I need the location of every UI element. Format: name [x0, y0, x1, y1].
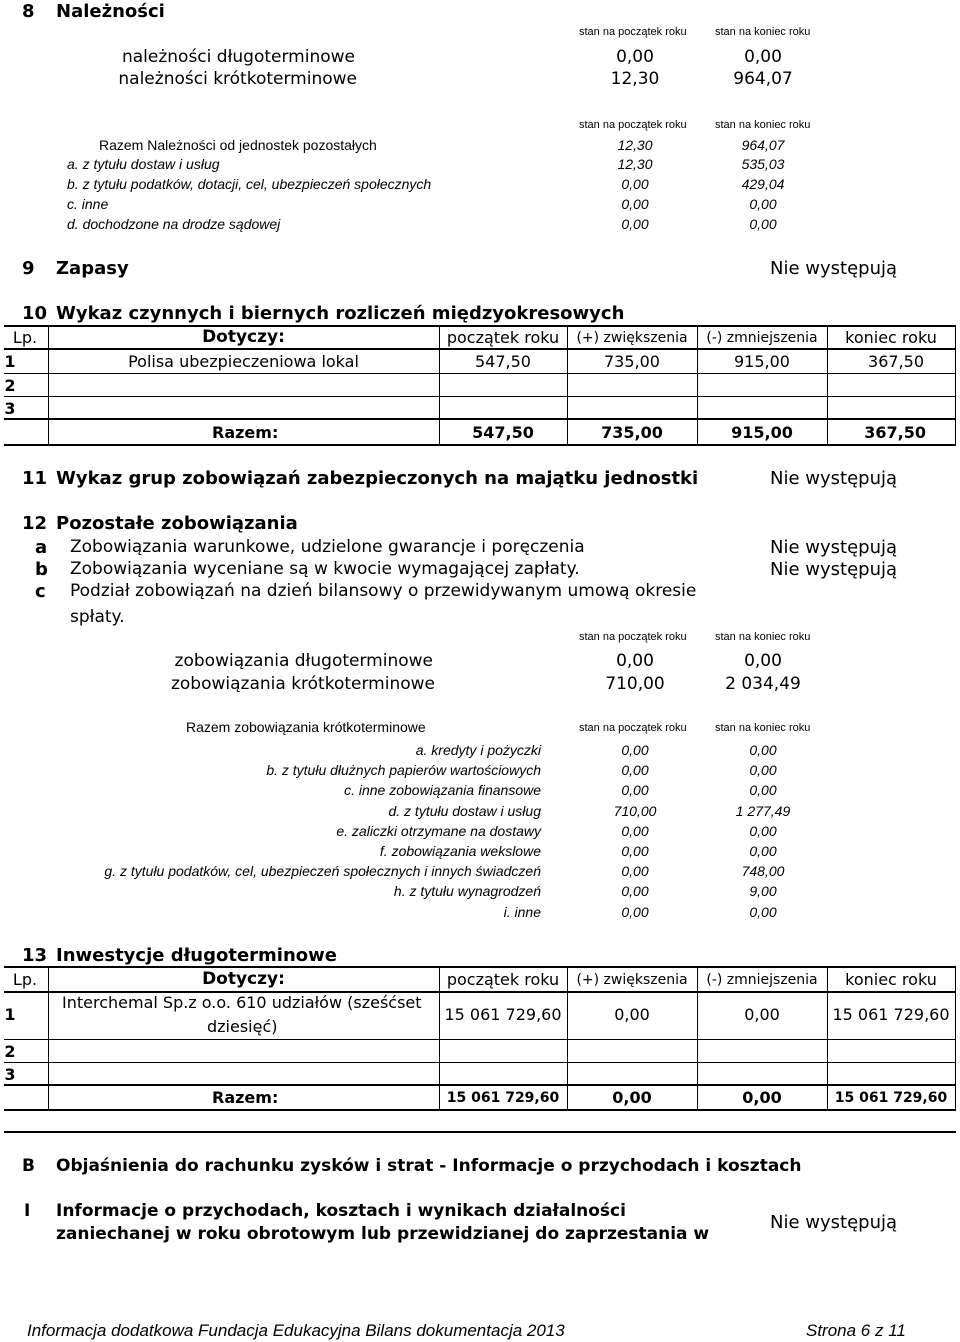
footer-document-title: Informacja dodatkowa Fundacja Edukacyjna Bilans dokumentacja 2013 — [27, 1321, 565, 1340]
inv-row-1-lp: 1 — [4, 1005, 16, 1024]
section-13-title: Inwestycje długoterminowe — [56, 945, 337, 966]
total-increase: 735,00 — [601, 423, 663, 442]
section-b-divider — [4, 1131, 956, 1133]
inv-total-start: 15 061 729,60 — [446, 1090, 560, 1106]
inv-row-1-end: 15 061 729,60 — [832, 1005, 950, 1024]
section-i-status: Nie występują — [770, 1212, 898, 1233]
item-c-text-line2: spłaty. — [70, 607, 125, 627]
inv-col-decrease-header: (-) zmniejszenia — [706, 972, 818, 988]
section-9-title: Zapasy — [56, 258, 129, 279]
col-lp-header: Lp. — [12, 328, 38, 347]
liabilities-detail-end: 0,00 — [749, 782, 777, 798]
row-1-increase: 735,00 — [604, 352, 660, 371]
liabilities-detail-start: 0,00 — [621, 782, 649, 798]
total-decrease: 915,00 — [731, 423, 793, 442]
receivables-longterm-start: 0,00 — [616, 47, 654, 67]
section-10-title: Wykaz czynnych i biernych rozliczeń międzyokresowych — [56, 303, 625, 324]
liabilities-detail-end: 0,00 — [749, 742, 777, 758]
receivables-detail-d-start: 0,00 — [621, 216, 649, 232]
receivables-detail-total-label: Razem Należności od jednostek pozostałych — [99, 137, 377, 153]
section-i-letter: I — [24, 1201, 31, 1221]
liabilities-detail-end: 9,00 — [749, 883, 777, 899]
row-3-lp: 3 — [4, 399, 16, 418]
section-12-number: 12 — [22, 513, 48, 534]
receivables-longterm-end: 0,00 — [744, 47, 782, 67]
row-1-decrease: 915,00 — [734, 352, 790, 371]
inv-row-1-start: 15 061 729,60 — [444, 1005, 562, 1024]
receivables-detail-b-end: 429,04 — [741, 176, 785, 192]
liabilities-detail-label: h. z tytułu wynagrodzeń — [393, 883, 541, 899]
inv-row-2-lp: 2 — [4, 1042, 16, 1061]
column-header-start-2: stan na początek roku — [579, 119, 687, 131]
inv-row-3-lp: 3 — [4, 1065, 16, 1084]
item-b-letter: b — [35, 559, 48, 580]
section-11-number: 11 — [22, 468, 48, 489]
item-a-text: Zobowiązania warunkowe, udzielone gwarancje i poręczenia — [70, 537, 585, 557]
inv-col-lp-header: Lp. — [12, 970, 38, 989]
col-increase-header: (+) zwiększenia — [576, 330, 688, 346]
col-dotyczy-header: Dotyczy: — [202, 327, 285, 347]
col-decrease-header: (-) zmniejszenia — [706, 330, 818, 346]
liabilities-detail-label: b. z tytułu dłużnych papierów wartościowych — [266, 762, 541, 778]
section-b-letter: B — [22, 1156, 35, 1176]
inv-row-1-what-line2: dziesięć) — [207, 1017, 278, 1036]
column-header-end-3: stan na koniec roku — [715, 631, 811, 643]
liabilities-shortterm-label: zobowiązania krótkoterminowe — [170, 674, 435, 694]
liabilities-detail-label: c. inne zobowiązania finansowe — [344, 782, 541, 798]
liabilities-detail-start: 710,00 — [613, 803, 657, 819]
item-c-letter: c — [35, 581, 46, 602]
receivables-longterm-label: należności długoterminowe — [121, 47, 355, 67]
inv-total-label: Razem: — [212, 1088, 279, 1107]
inv-total-increase: 0,00 — [612, 1088, 652, 1107]
liabilities-detail-label: i. inne — [503, 904, 541, 920]
receivables-shortterm-label: należności krótkoterminowe — [118, 69, 357, 89]
column-header-start-3: stan na początek roku — [579, 631, 687, 643]
inv-col-dotyczy-header: Dotyczy: — [202, 969, 285, 989]
liabilities-shortterm-start: 710,00 — [605, 674, 665, 694]
receivables-detail-a-end: 535,03 — [741, 156, 785, 172]
liabilities-longterm-end: 0,00 — [744, 651, 782, 671]
receivables-detail-d-end: 0,00 — [749, 216, 777, 232]
column-header-end-4: stan na koniec roku — [715, 722, 811, 734]
section-11-status: Nie występują — [770, 468, 898, 489]
receivables-detail-c-start: 0,00 — [621, 196, 649, 212]
receivables-detail-total-end: 964,07 — [741, 137, 785, 153]
total-label: Razem: — [212, 423, 279, 442]
item-b-status: Nie występują — [770, 559, 898, 580]
liabilities-detail-start: 0,00 — [621, 883, 649, 899]
liabilities-detail-end: 0,00 — [749, 843, 777, 859]
receivables-detail-total-start: 12,30 — [617, 137, 653, 153]
section-9-status: Nie występują — [770, 258, 898, 279]
col-end-header: koniec roku — [845, 328, 937, 347]
inv-col-increase-header: (+) zwiększenia — [576, 972, 688, 988]
column-header-end-2: stan na koniec roku — [715, 119, 811, 131]
receivables-detail-c-end: 0,00 — [749, 196, 777, 212]
item-c-text-line1: Podział zobowiązań na dzień bilansowy o przewidywanym umową okresie — [70, 581, 697, 601]
liabilities-detail-end: 0,00 — [749, 762, 777, 778]
row-1-start: 547,50 — [475, 352, 531, 371]
inv-col-start-header: początek roku — [446, 970, 560, 989]
liabilities-shortterm-end: 2 034,49 — [725, 674, 801, 694]
total-end: 367,50 — [864, 423, 926, 442]
section-i-title-line2: zaniechanej w roku obrotowym lub przewidzianej do zaprzestania w — [56, 1224, 710, 1244]
inv-total-decrease: 0,00 — [742, 1088, 782, 1107]
inv-row-1-what-line1: Interchemal Sp.z o.o. 610 udziałów (sześćset — [62, 993, 422, 1012]
inv-row-1-increase: 0,00 — [614, 1005, 650, 1024]
inv-total-end: 15 061 729,60 — [834, 1090, 948, 1106]
row-2-lp: 2 — [4, 376, 16, 395]
liabilities-detail-label: f. zobowiązania wekslowe — [379, 843, 541, 859]
receivables-detail-a-label: a. z tytułu dostaw i usług — [67, 156, 220, 172]
item-b-text: Zobowiązania wyceniane są w kwocie wymagającej zapłaty. — [70, 559, 580, 579]
inv-col-end-header: koniec roku — [845, 970, 937, 989]
col-start-header: początek roku — [446, 328, 560, 347]
liabilities-detail-start: 0,00 — [621, 904, 649, 920]
section-12-title: Pozostałe zobowiązania — [56, 513, 298, 534]
liabilities-detail-end: 0,00 — [749, 904, 777, 920]
section-8-title: Należności — [56, 1, 165, 22]
receivables-shortterm-end: 964,07 — [733, 69, 793, 89]
receivables-detail-d-label: d. dochodzone na drodze sądowej — [67, 216, 281, 232]
section-9-number: 9 — [22, 258, 35, 279]
liabilities-longterm-label: zobowiązania długoterminowe — [174, 651, 433, 671]
column-header-end: stan na koniec roku — [715, 26, 811, 38]
liabilities-detail-end: 1 277,49 — [735, 803, 791, 819]
section-13-number: 13 — [22, 945, 48, 966]
row-1-what: Polisa ubezpieczeniowa lokal — [128, 352, 359, 371]
section-i-title-line1: Informacje o przychodach, kosztach i wynikach działalności — [56, 1201, 626, 1221]
liabilities-longterm-start: 0,00 — [616, 651, 654, 671]
liabilities-detail-end: 748,00 — [741, 863, 785, 879]
total-start: 547,50 — [472, 423, 534, 442]
section-11-title: Wykaz grup zobowiązań zabezpieczonych na majątku jednostki — [56, 468, 699, 489]
receivables-detail-b-start: 0,00 — [621, 176, 649, 192]
liabilities-detail-start: 0,00 — [621, 863, 649, 879]
item-a-status: Nie występują — [770, 537, 898, 558]
receivables-detail-a-start: 12,30 — [617, 156, 653, 172]
liabilities-detail-start: 0,00 — [621, 742, 649, 758]
liabilities-detail-title: Razem zobowiązania krótkoterminowe — [186, 719, 426, 735]
inv-row-1-decrease: 0,00 — [744, 1005, 780, 1024]
liabilities-detail-start: 0,00 — [621, 843, 649, 859]
liabilities-detail-label: e. zaliczki otrzymane na dostawy — [336, 823, 541, 839]
liabilities-detail-start: 0,00 — [621, 823, 649, 839]
section-b-title: Objaśnienia do rachunku zysków i strat - Informacje o przychodach i kosztach — [56, 1156, 802, 1176]
section-8-number: 8 — [22, 1, 35, 22]
liabilities-detail-label: g. z tytułu podatków, cel, ubezpieczeń społecznych i innych świadczeń — [104, 863, 541, 879]
column-header-start-4: stan na początek roku — [579, 722, 687, 734]
receivables-detail-c-label: c. inne — [67, 196, 109, 212]
liabilities-detail-end: 0,00 — [749, 823, 777, 839]
section-10-number: 10 — [22, 303, 48, 324]
receivables-shortterm-start: 12,30 — [610, 69, 660, 89]
liabilities-detail-label: a. kredyty i pożyczki — [415, 742, 541, 758]
column-header-start: stan na początek roku — [579, 26, 687, 38]
liabilities-detail-start: 0,00 — [621, 762, 649, 778]
receivables-detail-b-label: b. z tytułu podatków, dotacji, cel, ubezpieczeń społecznych — [67, 176, 432, 192]
row-1-end: 367,50 — [868, 352, 924, 371]
footer-page-number: Strona 6 z 11 — [806, 1321, 906, 1340]
item-a-letter: a — [35, 537, 48, 558]
row-1-lp: 1 — [4, 352, 16, 371]
liabilities-detail-label: d. z tytułu dostaw i usług — [388, 803, 541, 819]
